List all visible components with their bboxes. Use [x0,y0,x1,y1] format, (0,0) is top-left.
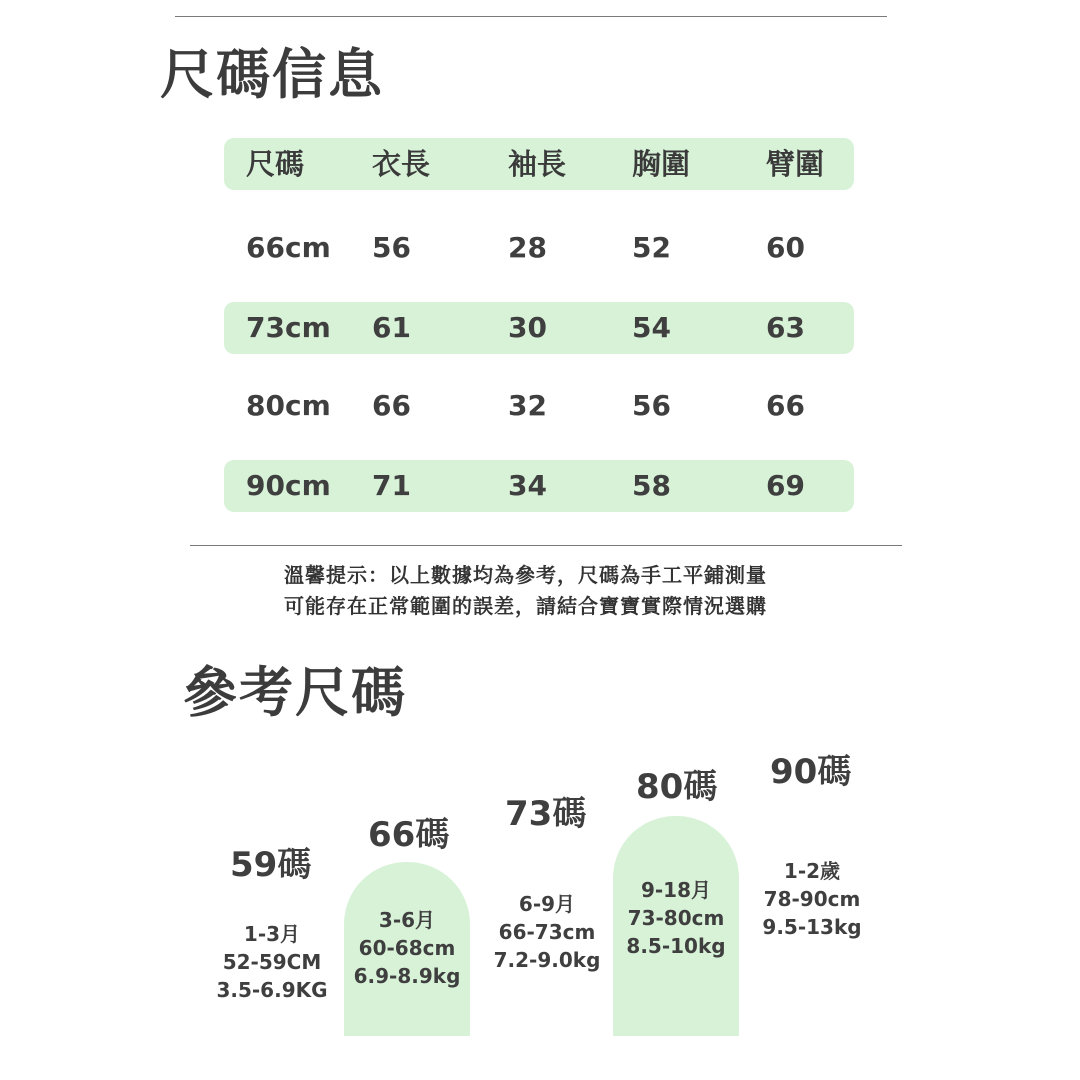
age-range: 1-2歲 [783,859,841,883]
cell-size: 90cm [246,469,331,502]
header-arm: 臂圍 [766,147,825,181]
cell-sleeve: 32 [508,389,547,422]
cell-arm: 63 [766,311,805,344]
size-info-title: 尺碼信息 [160,43,384,106]
height-range: 66-73cm [498,920,596,944]
size-label-73: 73碼 [505,794,587,834]
size-info-73 [484,890,610,974]
cell-sleeve: 30 [508,311,547,344]
age-range: 1-3月 [243,922,301,946]
weight-range: 9.5-13kg [762,915,862,939]
cell-length: 61 [372,311,411,344]
table-header-row [224,138,854,190]
cell-length: 66 [372,389,411,422]
header-length: 衣長 [372,147,431,181]
table-row [224,380,854,432]
table-row [224,460,854,512]
size-label-66: 66碼 [368,815,450,855]
cell-size: 80cm [246,389,331,422]
size-info-59 [212,920,332,1004]
age-range: 6-9月 [518,892,576,916]
measurement-tip [284,560,864,622]
weight-range: 3.5-6.9KG [216,978,328,1002]
cell-length: 71 [372,469,411,502]
header-size: 尺碼 [246,147,305,181]
header-chest: 胸圍 [632,147,691,181]
middle-divider [190,545,902,546]
size-label-80: 80碼 [636,767,718,807]
height-range: 60-68cm [358,936,456,960]
weight-range: 7.2-9.0kg [493,948,601,972]
cell-chest: 56 [632,389,671,422]
size-label-59: 59碼 [230,845,312,885]
tip-line: 溫馨提示：以上數據均為參考，尺碼為手工平鋪測量 [284,563,767,587]
table-row [224,302,854,354]
cell-size: 66cm [246,231,331,264]
height-range: 73-80cm [627,906,725,930]
cell-size: 73cm [246,311,331,344]
weight-range: 6.9-8.9kg [353,964,461,988]
cell-arm: 69 [766,469,805,502]
size-info-90 [750,857,874,941]
reference-size-title: 參考尺碼 [183,661,407,724]
cell-length: 56 [372,231,411,264]
size-label-90: 90碼 [770,752,852,792]
cell-chest: 52 [632,231,671,264]
cell-sleeve: 28 [508,231,547,264]
table-row [224,222,854,274]
top-divider [175,16,887,17]
weight-range: 8.5-10kg [626,934,726,958]
tip-line: 可能存在正常範圍的誤差，請結合寶寶實際情況選購 [284,594,767,618]
cell-arm: 60 [766,231,805,264]
cell-chest: 58 [632,469,671,502]
size-info-80 [613,876,739,960]
height-range: 52-59CM [222,950,322,974]
age-range: 3-6月 [378,908,436,932]
size-info-66 [344,906,470,990]
cell-sleeve: 34 [508,469,547,502]
cell-chest: 54 [632,311,671,344]
header-sleeve: 袖長 [508,147,567,181]
cell-arm: 66 [766,389,805,422]
height-range: 78-90cm [763,887,861,911]
age-range: 9-18月 [640,878,712,902]
